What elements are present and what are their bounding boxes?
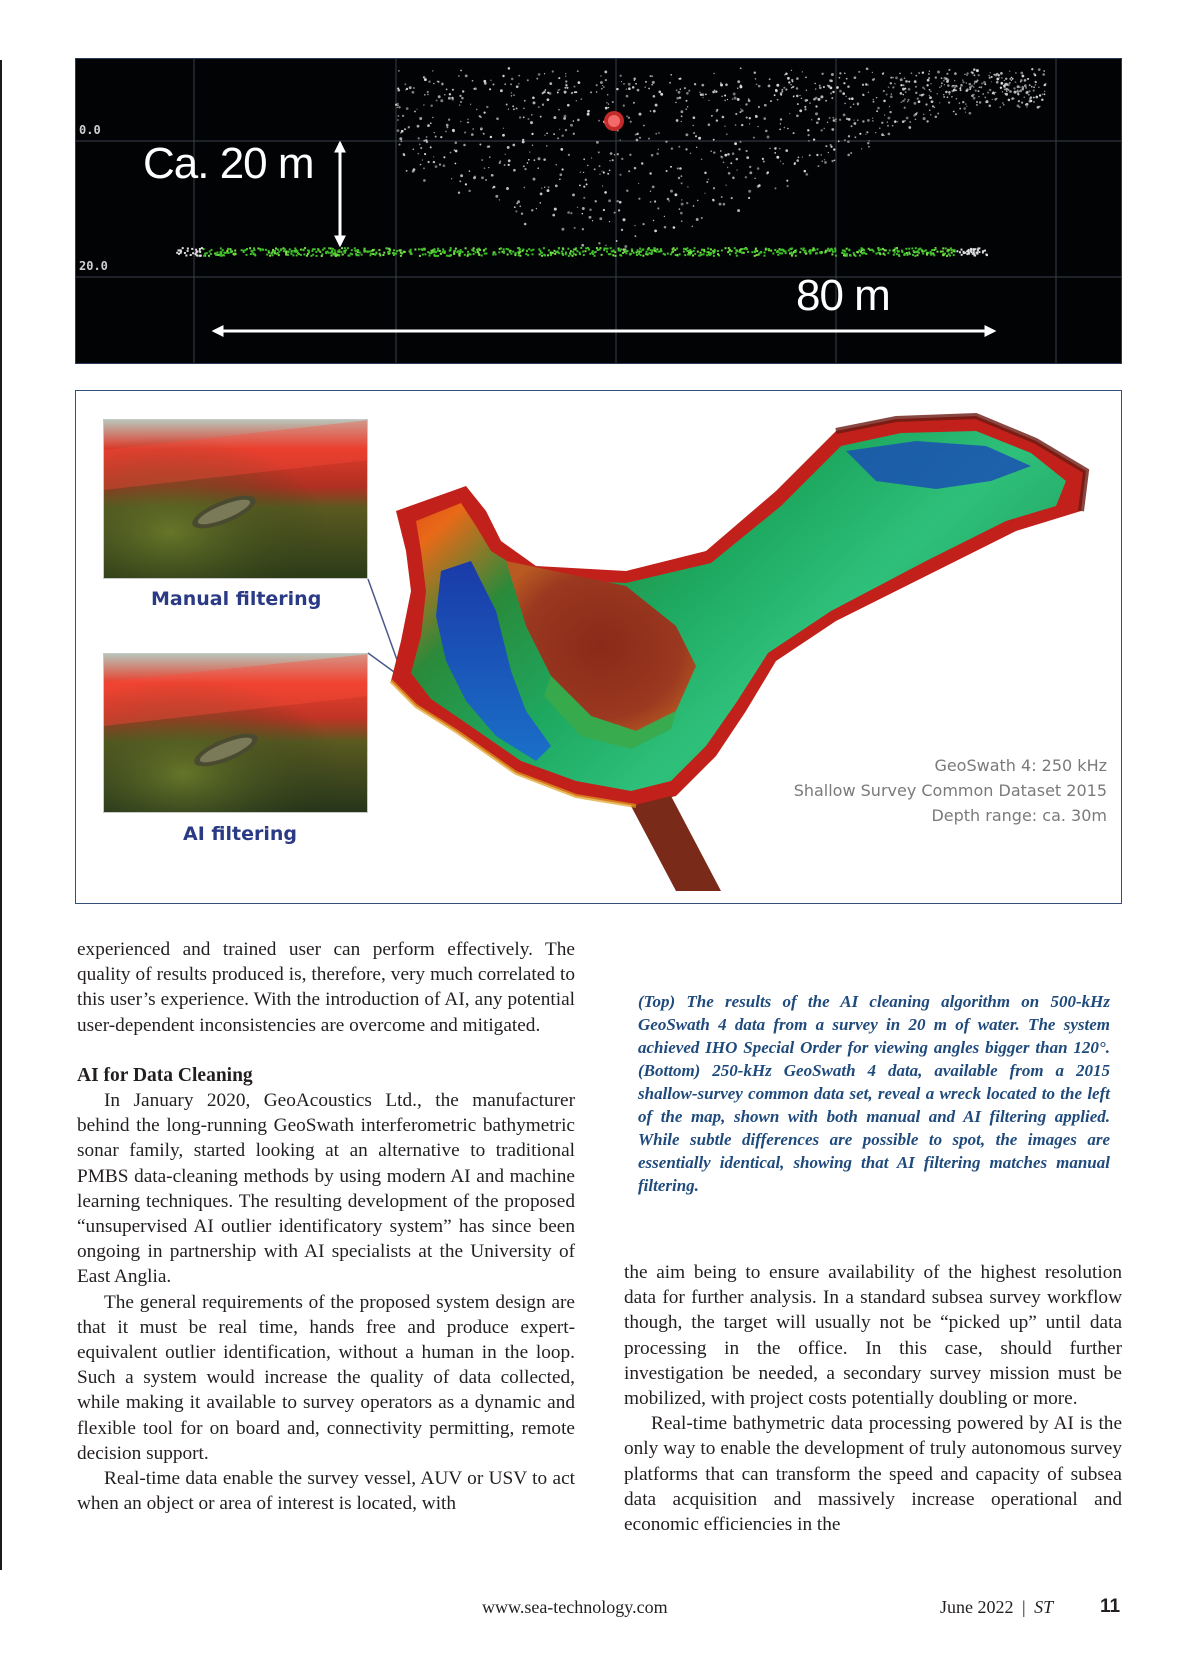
survey-info-line-1: GeoSwath 4: 250 kHz	[934, 756, 1107, 775]
sonar-point-cloud-figure	[75, 58, 1122, 364]
footer-website: www.sea-technology.com	[482, 1597, 668, 1617]
body-paragraph: In January 2020, GeoAcoustics Ltd., the manufacturer behind the long-running GeoSwath interferometric bathymetric sonar family, started looking at an alternative to traditional PMBS data-cleaning methods by using modern AI and machine learning techniques. The resulting development of the proposed “unsupervised AI outlier identificatory system” has since been ongoing in partnership with AI specialists at the University of East Anglia.	[77, 1090, 575, 1288]
survey-info-line-2: Shallow Survey Common Dataset 2015	[793, 781, 1107, 800]
survey-info-line-3: Depth range: ca. 30m	[931, 806, 1107, 825]
page-edge-rule	[0, 60, 2, 1570]
footer-separator: |	[1022, 1597, 1026, 1617]
axis-label-top: 0.0	[79, 123, 101, 137]
width-label: 80 m	[796, 271, 890, 320]
body-paragraph: The general requirements of the proposed system design are that it must be real time, hands free and produce expert-equivalent outlier identification, without a human in the loop. Such a system would increase the quality of data collected, while making it available to survey operators as a dynamic and flexible tool for on board and, connectivity permitting, remote decision support.	[77, 1291, 575, 1464]
manual-filtering-label: Manual filtering	[151, 588, 322, 610]
figure-caption: (Top) The results of the AI cleaning algorithm on 500-kHz GeoSwath 4 data from a survey in 20 m of water. The system achieved IHO Special Order for viewing angles bigger than 120°. (Bottom) 250-kHz GeoSwath 4 data, available from a 2015 shallow-survey common data set, reveal a wreck located to the left of the map, shown with both manual and AI filtering applied. While subtle differences are possible to spot, the images are essentially identical, showing that AI filtering matches manual filtering.	[638, 992, 1110, 1195]
body-paragraph: the aim being to ensure availability of the highest resolution data for further analysis. In a standard subsea survey workflow though, the target will usually not be “picked up” until data processing in the office. In this case, should further investigation be needed, a secondary survey mission must be mobilized, with project costs potentially doubling or more.	[624, 1262, 1122, 1410]
footer-date-text: June 2022	[940, 1597, 1014, 1617]
axis-label-bottom: 20.0	[79, 259, 108, 273]
ai-filtering-label: AI filtering	[183, 823, 297, 845]
body-paragraph: Real-time bathymetric data processing powered by AI is the only way to enable the development of truly autonomous survey platforms that can transform the speed and capacity of subsea data acquisition and massively increase operational and economic efficiencies in the	[624, 1413, 1122, 1536]
body-paragraph: Real-time data enable the survey vessel, AUV or USV to act when an object or area of interest is located, with	[77, 1468, 575, 1515]
survey-info-text	[794, 753, 1107, 828]
intro-paragraph: experienced and trained user can perform effectively. The quality of results produced is, therefore, very much correlated to this user’s experience. With the introduction of AI, any potential user-dependent inconsistencies are overcome and mitigated.	[77, 939, 575, 1036]
footer-magazine: ST	[1034, 1597, 1054, 1617]
bathymetry-comparison-figure	[75, 390, 1122, 904]
footer-date	[940, 1597, 1053, 1618]
depth-label: Ca. 20 m	[143, 139, 314, 188]
sonar-point-cloud-graphic	[76, 59, 1122, 364]
right-text-column	[624, 1260, 1122, 1537]
left-text-column	[77, 937, 575, 1516]
section-heading: AI for Data Cleaning	[77, 1064, 253, 1086]
page-number: 11	[1100, 1596, 1121, 1617]
